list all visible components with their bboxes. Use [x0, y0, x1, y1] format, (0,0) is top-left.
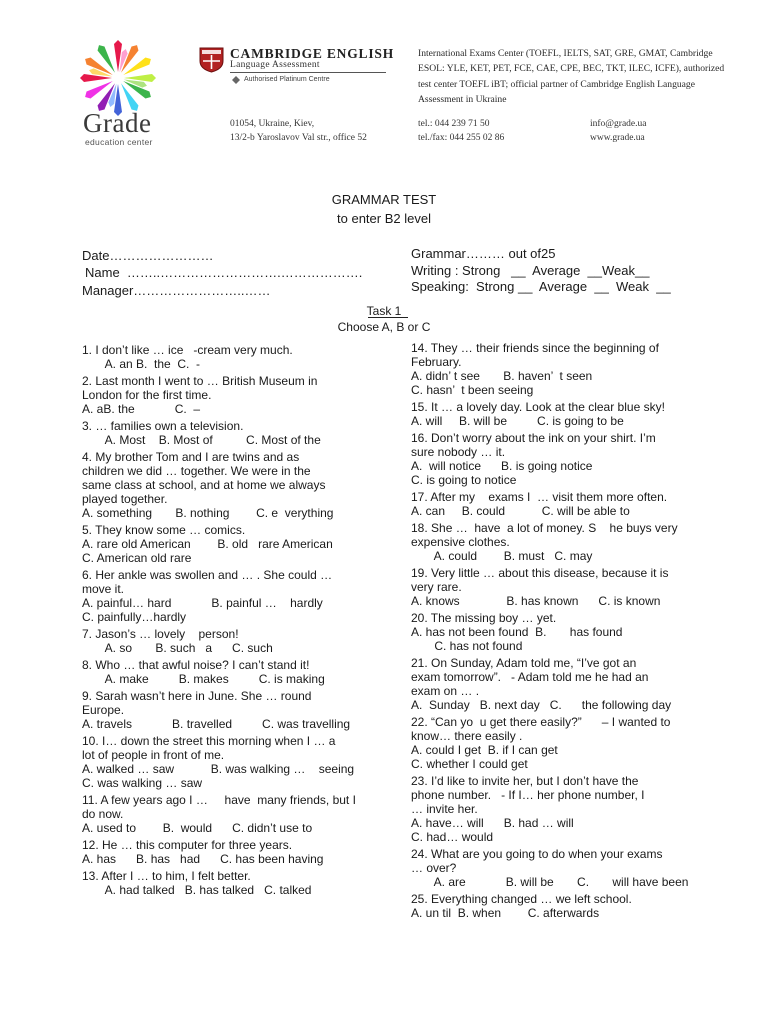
cambridge-authorisation: Authorised Platinum Centre	[244, 76, 330, 83]
question-line: exam tomorrow”. - Adam told me he had an	[411, 670, 649, 684]
question-line: 7. Jason’s … lovely person!	[82, 627, 239, 641]
question-line: A. travels B. travelled C. was travelling	[82, 717, 351, 731]
question-line: A. something B. nothing C. e verything	[82, 506, 334, 520]
question-line: A. has not been found B. has found	[411, 625, 623, 639]
question-line: same class at school, and at home we always	[82, 478, 326, 492]
date-field: Date……………………	[82, 248, 214, 263]
question-line: 21. On Sunday, Adam told me, “I’ve got an	[411, 656, 637, 670]
question-line: London for the first time.	[82, 388, 212, 402]
question-line: C. had… would	[411, 830, 494, 844]
grade-logo-subtitle: education center	[85, 137, 153, 147]
question-line: … invite her.	[411, 802, 478, 816]
question-line: A. aB. the C. –	[82, 402, 201, 416]
question-line: 3. … families own a television.	[82, 419, 244, 433]
question-line: A. Sunday B. next day C. the following day	[411, 698, 672, 712]
task-title-underline	[368, 317, 408, 318]
question-line: 2. Last month I went to … British Museum in	[82, 374, 318, 388]
question-line: A. have… will B. had … will	[411, 816, 574, 830]
task-instructions: Choose A, B or C	[337, 320, 431, 334]
question-line: 16. Don’t worry about the ink on your shirt. I’m	[411, 431, 656, 445]
question-line: expensive clothes.	[411, 535, 510, 549]
phone-number: tel.: 044 239 71 50	[418, 119, 490, 129]
question-line: A. will B. will be C. is going to be	[411, 414, 624, 428]
question-line: 18. She … have a lot of money. S he buys very	[411, 521, 678, 535]
question-line: 15. It … a lovely day. Look at the clear blue sky!	[411, 400, 665, 414]
question-line: played together.	[82, 492, 168, 506]
speaking-score-field: Speaking: Strong __ Average __ Weak __	[411, 279, 671, 294]
question-line: 5. They know some … comics.	[82, 523, 246, 537]
question-line: 24. What are you going to do when your exams	[411, 847, 663, 861]
question-line: A. Most B. Most of C. Most of the	[82, 433, 321, 447]
question-line: A. un til B. when C. afterwards	[411, 906, 600, 920]
test-title: GRAMMAR TEST	[331, 192, 437, 207]
question-line: 25. Everything changed … we left school.	[411, 892, 632, 906]
question-line: A. painful… hard B. painful … hardly	[82, 596, 323, 610]
question-line: C. has not found	[411, 639, 523, 653]
grammar-score-field: Grammar……… out of25	[411, 246, 556, 261]
question-line: A. can B. could C. will be able to	[411, 504, 630, 518]
question-line: exam on … .	[411, 684, 480, 698]
grade-logo-name: Grade	[83, 108, 152, 138]
question-line: children we did … together. We were in the	[82, 464, 311, 478]
question-line: 13. After I … to him, I felt better.	[82, 869, 251, 883]
question-line: C. painfully…hardly	[82, 610, 187, 624]
cambridge-subtitle: Language Assessment	[230, 60, 320, 70]
question-line: lot of people in front of me.	[82, 748, 225, 762]
manager-field: Manager……………………..……	[82, 283, 271, 298]
question-line: 19. Very little … about this disease, because it is	[411, 566, 669, 580]
question-line: … over?	[411, 861, 457, 875]
task-title: Task 1	[366, 304, 402, 318]
question-line: C. was walking … saw	[82, 776, 203, 790]
question-line: A. an B. the C. -	[82, 357, 201, 371]
cambridge-title: CAMBRIDGE ENGLISH	[230, 46, 394, 61]
question-line: 6. Her ankle was swollen and … . She could …	[82, 568, 333, 582]
question-line: A. didn’ t see B. haven’ t seen	[411, 369, 593, 383]
question-line: sure nobody … it.	[411, 445, 506, 459]
question-line: A. has B. has had C. has been having	[82, 852, 324, 866]
question-line: A. knows B. has known C. is known	[411, 594, 661, 608]
exam-center-description: International Exams Center (TOEFL, IELTS, SAT, GRE, GMAT, Cambridge ESOL: YLE, KET, PET, FCE, CAE, CPE, BEC, TKT, ILEC, ICFE), authorized test center TOEFL iBT; official partner of Cambridge English Language Assessment in Ukraine	[418, 48, 725, 106]
question-line: C. American old rare	[82, 551, 192, 565]
question-line: 17. After my exams I … visit them more often.	[411, 490, 668, 504]
question-line: A. could I get B. if I can get	[411, 743, 558, 757]
question-line: A. make B. makes C. is making	[82, 672, 325, 686]
grade-logo-icon	[78, 38, 158, 118]
question-line: A. will notice B. is going notice	[411, 459, 593, 473]
question-line: A. walked … saw B. was walking … seeing	[82, 762, 355, 776]
diamond-icon	[232, 76, 240, 84]
question-line: move it.	[82, 582, 125, 596]
question-line: A. could B. must C. may	[411, 549, 593, 563]
test-level: to enter B2 level	[337, 211, 431, 226]
question-line: 1. I don’t like … ice -cream very much.	[82, 343, 293, 357]
question-line: 11. A few years ago I … have many friends, but I	[82, 793, 356, 807]
question-line: do now.	[82, 807, 124, 821]
question-line: A. had talked B. has talked C. talked	[82, 883, 312, 897]
question-line: 20. The missing boy … yet.	[411, 611, 557, 625]
question-line: very rare.	[411, 580, 462, 594]
writing-score-field: Writing : Strong __ Average __Weak__	[411, 263, 650, 278]
question-line: 9. Sarah wasn’t here in June. She … round	[82, 689, 312, 703]
question-line: February.	[411, 355, 462, 369]
cambridge-divider	[230, 72, 386, 73]
name-field: Name ……..……………………….……………….	[85, 265, 363, 280]
fax-number: tel./fax: 044 255 02 86	[418, 133, 505, 143]
question-line: phone number. - If I… her phone number, I	[411, 788, 645, 802]
question-line: 14. They … their friends since the beginning of	[411, 341, 659, 355]
question-line: 8. Who … that awful noise? I can’t stand it!	[82, 658, 310, 672]
question-line: 12. He … this computer for three years.	[82, 838, 293, 852]
question-line: know… there easily .	[411, 729, 523, 743]
question-line: A. so B. such a C. such	[82, 641, 273, 655]
question-line: Europe.	[82, 703, 125, 717]
website-address: www.grade.ua	[590, 133, 645, 143]
question-line: 10. I… down the street this morning when I … a	[82, 734, 336, 748]
email-address: info@grade.ua	[590, 119, 647, 129]
question-line: A. are B. will be C. will have been	[411, 875, 689, 889]
question-line: C. is going to notice	[411, 473, 517, 487]
question-line: C. hasn’ t been seeing	[411, 383, 534, 397]
cambridge-crest-icon	[199, 47, 224, 73]
question-line: C. whether I could get	[411, 757, 528, 771]
question-line: 23. I’d like to invite her, but I don’t have the	[411, 774, 639, 788]
question-line: 22. “Can yo u get there easily?” – I wanted to	[411, 715, 671, 729]
question-line: A. rare old American B. old rare American	[82, 537, 333, 551]
address-city: 01054, Ukraine, Kiev,	[230, 119, 315, 129]
address-street: 13/2-b Yaroslavov Val str., office 52	[230, 133, 367, 143]
question-line: A. used to B. would C. didn’t use to	[82, 821, 313, 835]
question-line: 4. My brother Tom and I are twins and as	[82, 450, 300, 464]
